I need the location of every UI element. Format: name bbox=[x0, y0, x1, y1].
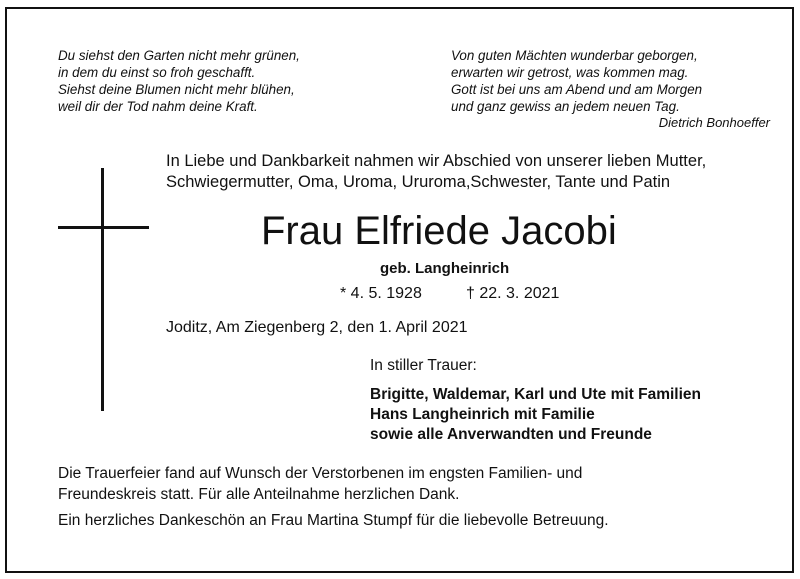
intro-line: In Liebe und Dankbarkeit nahmen wir Abschied von unserer lieben Mutter, bbox=[166, 152, 707, 170]
funeral-line: Freundeskreis statt. Für alle Anteilnahme herzlichen Dank. bbox=[58, 486, 460, 503]
poem-left bbox=[58, 47, 300, 115]
deceased-name: Frau Elfriede Jacobi bbox=[261, 209, 617, 253]
place-date: Joditz, Am Ziegenberg 2, den 1. April 2021 bbox=[166, 319, 468, 336]
cross-vertical-bar bbox=[101, 168, 104, 411]
intro-line: Schwiegermutter, Oma, Uroma, Ururoma,Schwester, Tante und Patin bbox=[166, 173, 671, 191]
poem-line: weil dir der Tod nahm deine Kraft. bbox=[58, 99, 258, 114]
poem-line: in dem du einst so froh geschafft. bbox=[58, 65, 256, 80]
funeral-line: Die Trauerfeier fand auf Wunsch der Verstorbenen im engsten Familien- und bbox=[58, 465, 583, 482]
death-date: † 22. 3. 2021 bbox=[466, 285, 560, 302]
intro-text bbox=[166, 151, 706, 193]
cross-horizontal-bar bbox=[58, 226, 149, 229]
poem-line: Siehst deine Blumen nicht mehr blühen, bbox=[58, 82, 295, 97]
thanks-note: Ein herzliches Dankeschön an Frau Martina Stumpf für die liebevolle Betreuung. bbox=[58, 512, 609, 529]
mourning-label: In stiller Trauer: bbox=[370, 357, 477, 374]
funeral-note bbox=[58, 463, 582, 505]
poem-right bbox=[451, 47, 702, 115]
mourners-list bbox=[370, 385, 701, 445]
poem-author: Dietrich Bonhoeffer bbox=[658, 115, 770, 130]
poem-line: Gott ist bei uns am Abend und am Morgen bbox=[451, 82, 703, 97]
poem-line: Von guten Mächten wunderbar geborgen, bbox=[451, 48, 698, 63]
mourner-line: sowie alle Anverwandten und Freunde bbox=[370, 426, 652, 443]
poem-line: Du siehst den Garten nicht mehr grünen, bbox=[58, 48, 300, 63]
maiden-name: geb. Langheinrich bbox=[380, 260, 510, 277]
poem-line: erwarten wir getrost, was kommen mag. bbox=[451, 65, 689, 80]
poem-line: und ganz gewiss an jedem neuen Tag. bbox=[451, 99, 680, 114]
mourner-line: Brigitte, Waldemar, Karl und Ute mit Familien bbox=[370, 386, 702, 403]
mourner-line: Hans Langheinrich mit Familie bbox=[370, 406, 595, 423]
birth-date: * 4. 5. 1928 bbox=[340, 285, 422, 302]
